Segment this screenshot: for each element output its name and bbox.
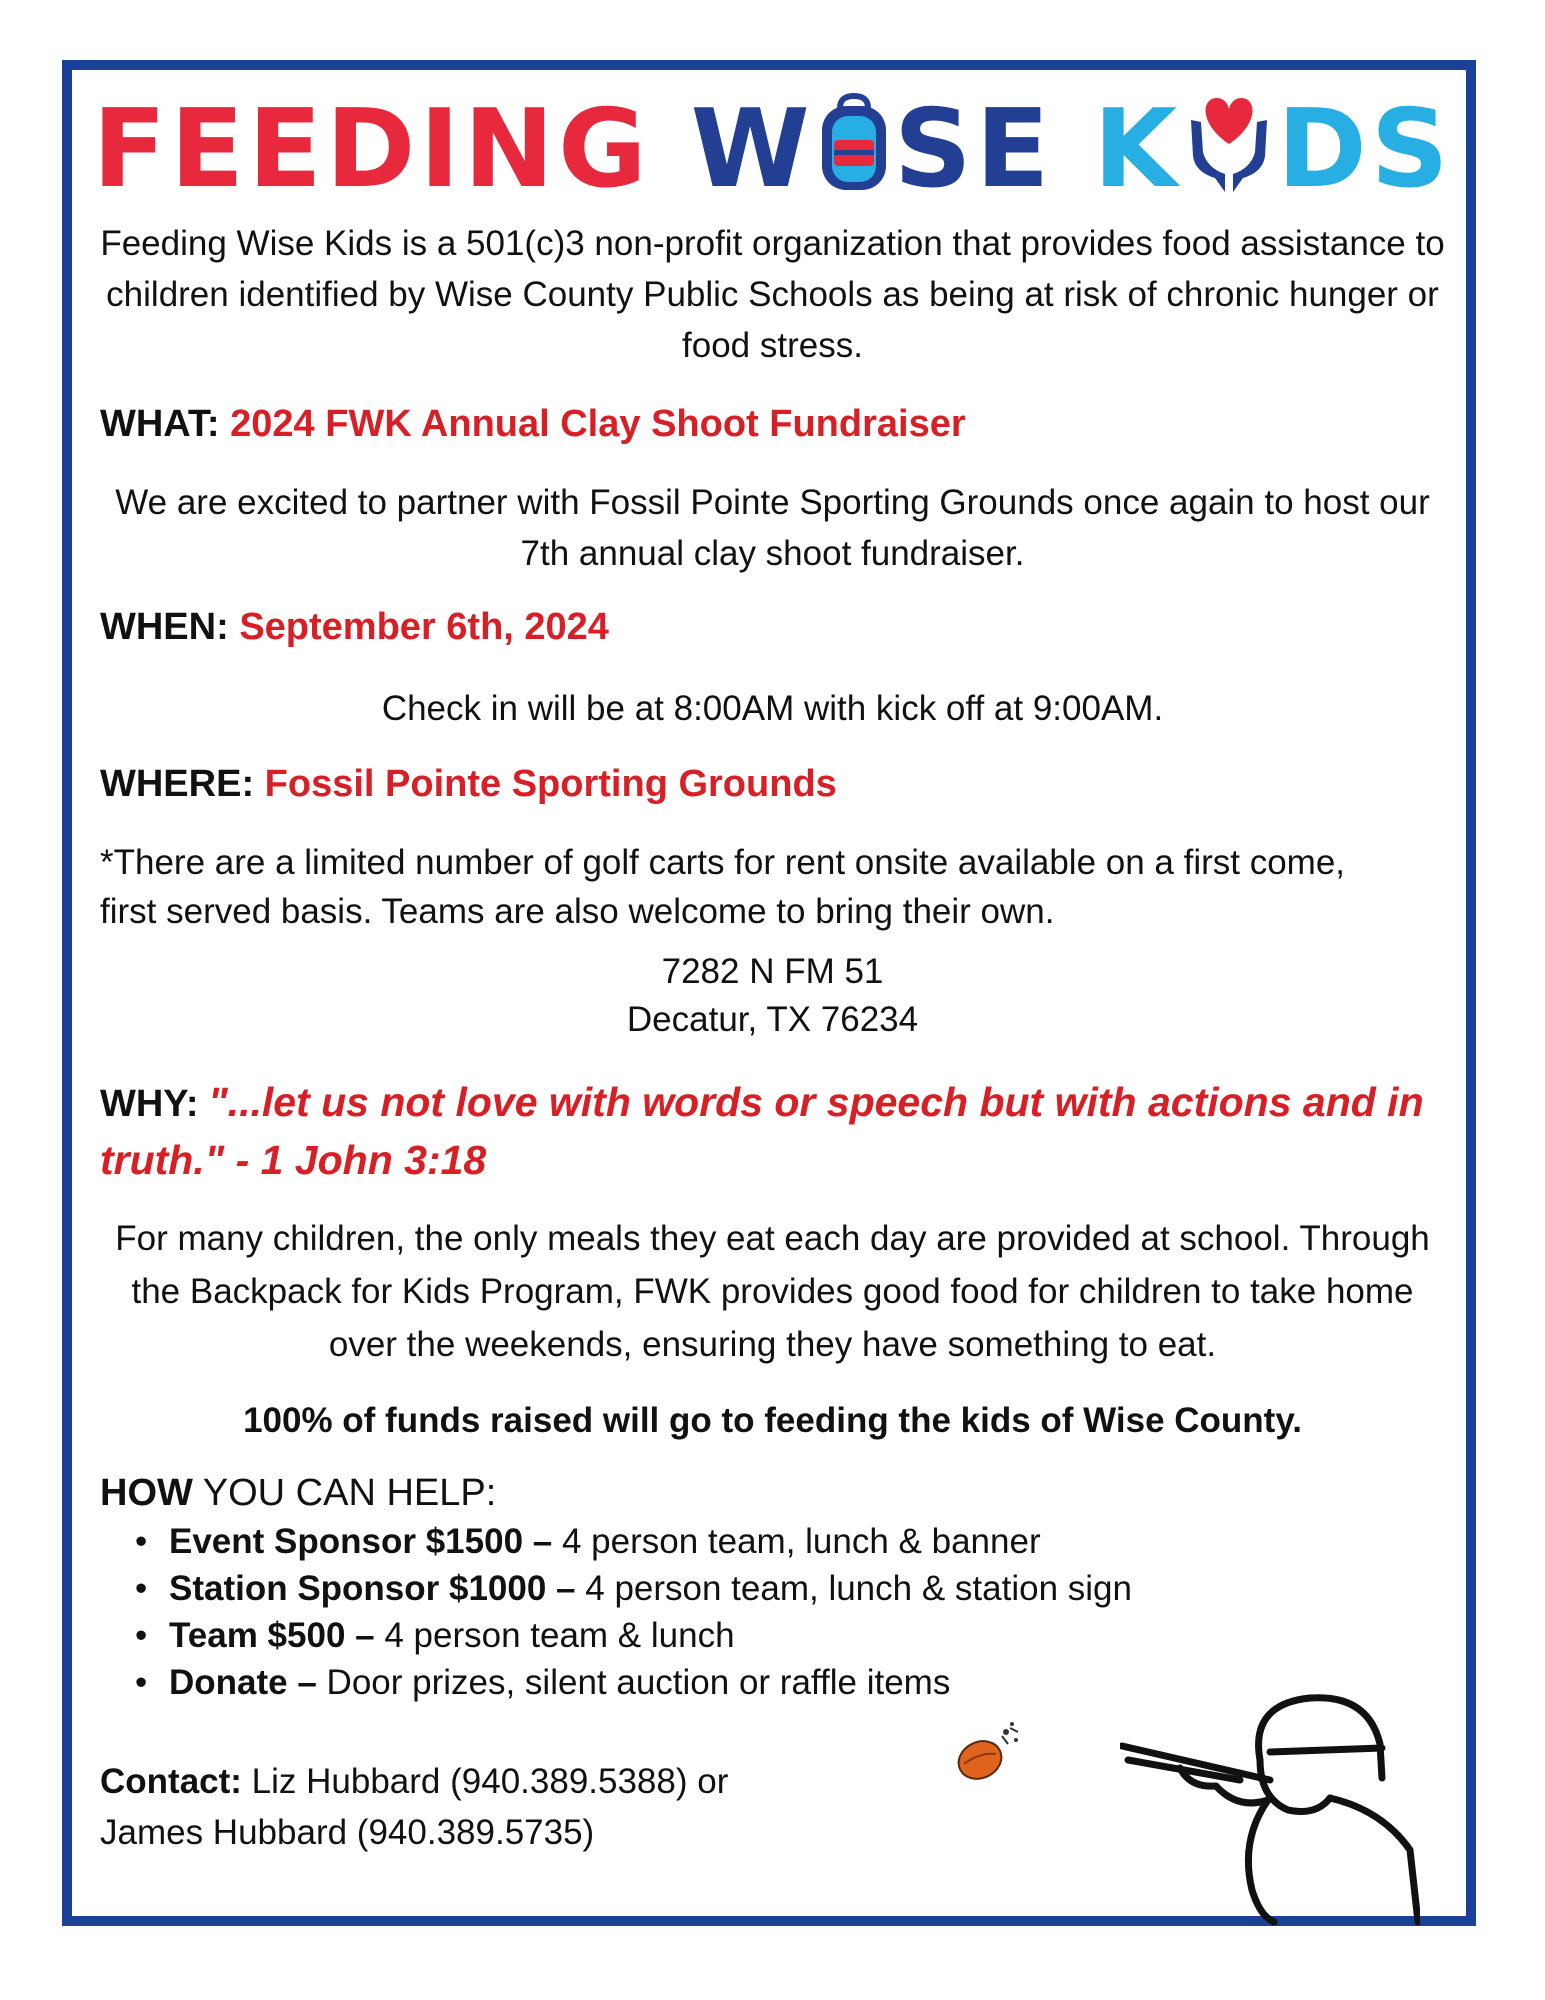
where-value: Fossil Pointe Sporting Grounds: [264, 763, 837, 805]
address-line-1: 7282 N FM 51: [661, 952, 884, 991]
address: [100, 948, 1445, 1044]
help-item-title: Team $500 –: [169, 1616, 375, 1655]
help-item-desc: Door prizes, silent auction or raffle items: [316, 1663, 951, 1702]
help-label-bold: HOW: [100, 1472, 193, 1514]
where-label: WHERE:: [100, 763, 255, 805]
when-value: September 6th, 2024: [239, 606, 609, 648]
why-quote: "...let us not love with words or speech but with actions and in truth." - 1 John 3:18: [100, 1079, 1424, 1183]
contact-label: Contact:: [100, 1762, 242, 1801]
when-text: Check in will be at 8:00AM with kick off at 9:00AM.: [381, 689, 1164, 728]
help-item-title: Event Sponsor $1500 –: [169, 1522, 553, 1561]
what-text: We are excited to partner with Fossil Pointe Sporting Grounds once again to host our 7th annual clay shoot fundraiser.: [115, 483, 1430, 573]
why-text: For many children, the only meals they eat each day are provided at school. Through the Backpack for Kids Program, FWK provides good food for children to take home over the weekends, ensuring they have something to eat.: [115, 1219, 1430, 1364]
help-heading: [100, 1468, 1445, 1518]
what-value: 2024 FWK Annual Clay Shoot Fundraiser: [230, 403, 966, 445]
help-item-title: Station Sponsor $1000 –: [169, 1569, 576, 1608]
when-heading: [100, 601, 1445, 653]
clay-target-icon: [950, 1718, 1040, 1788]
why-heading: [100, 1073, 1445, 1189]
list-item: [135, 1612, 1335, 1659]
address-line-2: Decatur, TX 76234: [626, 1000, 919, 1039]
contact-line-2: James Hubbard (940.389.5735): [100, 1813, 595, 1852]
what-heading: [100, 398, 1445, 450]
logo-word-kids-k: K: [1093, 87, 1182, 212]
logo-word-feeding: FEEDING: [92, 87, 651, 212]
help-item-desc: 4 person team, lunch & station sign: [575, 1569, 1132, 1608]
contact-liz: Liz Hubbard (940.389.5388) or: [241, 1762, 729, 1801]
help-item-desc: 4 person team, lunch & banner: [552, 1522, 1041, 1561]
help-label-rest: YOU CAN HELP:: [192, 1472, 497, 1514]
when-label: WHEN:: [100, 606, 229, 648]
logo-word-kids-ds: DS: [1277, 87, 1453, 212]
list-item: [135, 1565, 1335, 1612]
heart-hands-icon: [1181, 92, 1277, 213]
what-label: WHAT:: [100, 403, 220, 445]
why-label: WHY:: [100, 1083, 199, 1125]
shooter-illustration: [1120, 1690, 1420, 1930]
logo-word-wise-w: W: [690, 87, 814, 212]
funds-statement: 100% of funds raised will go to feeding the kids of Wise County.: [243, 1401, 1302, 1440]
logo-word-wise-se: SE: [893, 87, 1054, 212]
intro-paragraph: Feeding Wise Kids is a 501(c)3 non-profit organization that provides food assistance to children identified by Wise County Public Schools as being at risk of chronic hunger or food stress.: [100, 224, 1445, 365]
help-list: [135, 1518, 1335, 1706]
where-text: *There are a limited number of golf carts for rent onsite available on a first come, first served basis. Teams are also welcome to bring their own.: [100, 843, 1346, 931]
contact-line-1: [100, 1756, 900, 1807]
backpack-icon: [814, 92, 894, 213]
help-item-title: Donate –: [169, 1663, 317, 1702]
list-item: [135, 1518, 1335, 1565]
contact: [100, 1756, 900, 1858]
feeding-wise-kids-logo: [0, 87, 1545, 212]
help-item-desc: 4 person team & lunch: [374, 1616, 735, 1655]
where-heading: [100, 758, 1445, 810]
